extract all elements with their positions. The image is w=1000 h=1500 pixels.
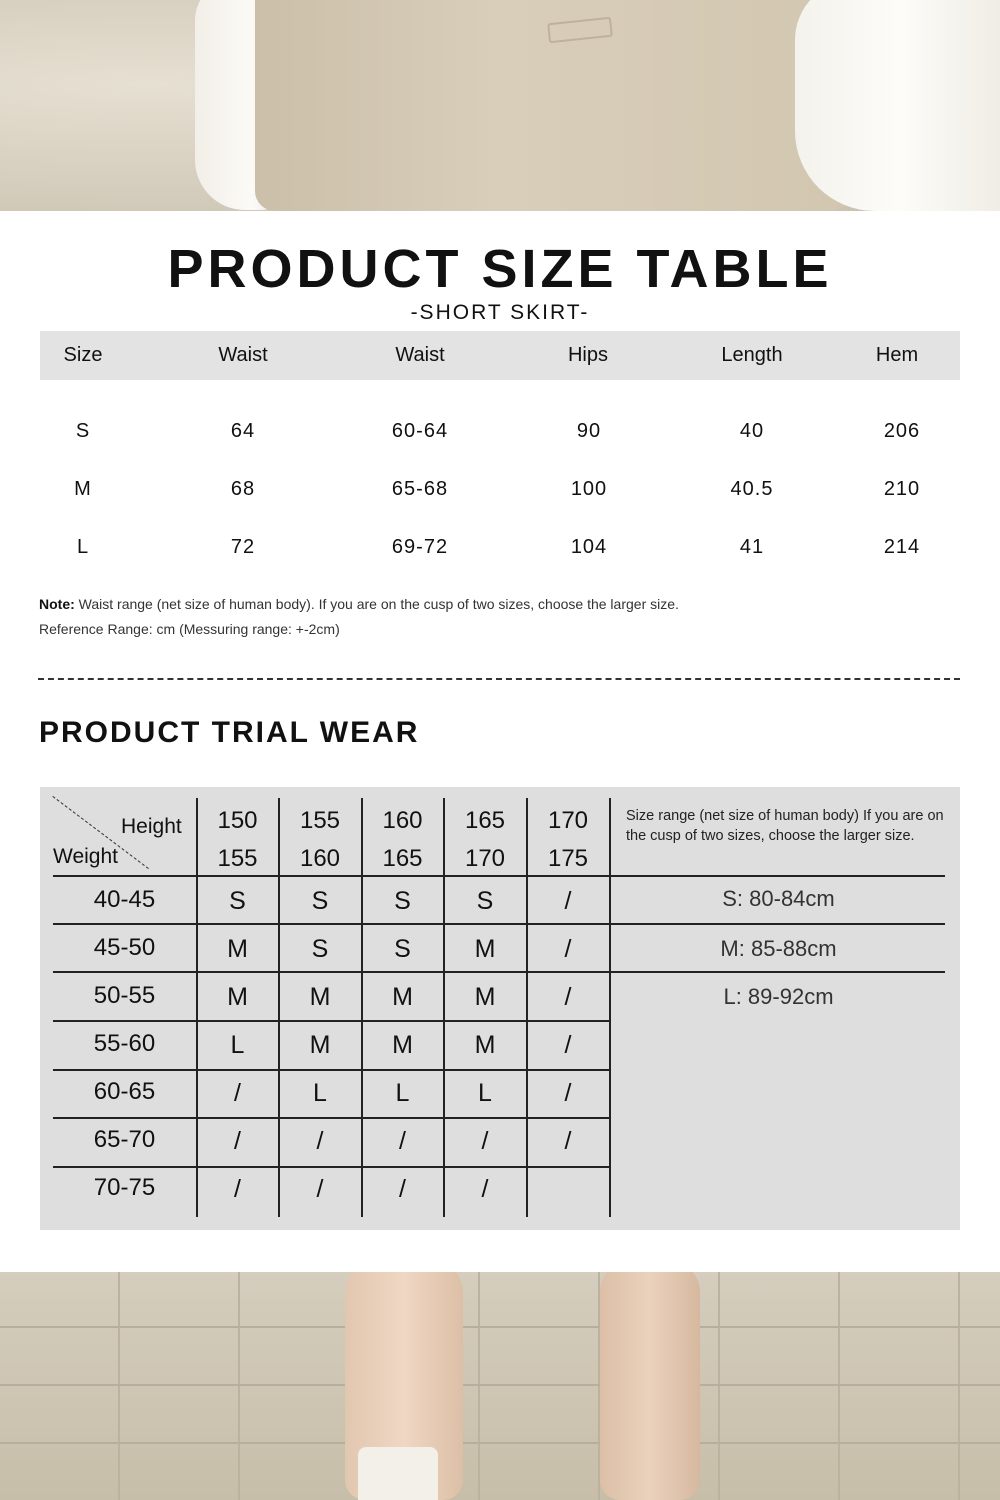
cell-waist: 72 (230, 536, 256, 558)
size-cell: / (234, 1079, 241, 1107)
corner-height-label: Height (121, 815, 182, 838)
size-cell: / (564, 1079, 572, 1107)
size-table-header (40, 331, 960, 380)
header-hips: Hips (567, 344, 609, 366)
header-waist: Waist (218, 344, 268, 366)
cell-hips: 100 (570, 478, 608, 500)
bottom-product-photo (0, 1272, 1000, 1500)
range-m: M: 85-88cm (720, 936, 837, 961)
size-cell: S (311, 887, 329, 915)
size-cell: L (395, 1079, 410, 1107)
size-cell: / (399, 1175, 406, 1203)
size-table-subtitle: -SHORT SKIRT- (410, 301, 590, 324)
weight-row-label: 70-75 (93, 1174, 156, 1201)
size-cell: L (478, 1079, 492, 1107)
section-divider (38, 678, 960, 680)
range-l: L: 89-92cm (723, 984, 834, 1009)
header-hem: Hem (875, 344, 919, 366)
size-cell: L (313, 1079, 327, 1107)
cell-hem: 210 (883, 478, 921, 500)
size-cell: M (392, 1031, 413, 1059)
height-col-header: 150 155 (217, 807, 258, 872)
size-cell: M (227, 935, 248, 963)
size-cell: S (476, 887, 494, 915)
cell-waist: 68 (230, 478, 256, 500)
size-cell: M (309, 983, 331, 1011)
size-cell: M (392, 983, 413, 1011)
reference-range: Reference Range: cm (Messuring range: +-2cm) (39, 621, 340, 637)
size-cell: M (474, 1031, 496, 1059)
table-row (40, 469, 960, 509)
size-cell: / (234, 1175, 241, 1203)
size-cell: / (316, 1127, 324, 1155)
cell-length: 40.5 (730, 478, 774, 500)
size-cell: M (309, 1031, 331, 1059)
header-size: Size (63, 344, 103, 366)
weight-row-label: 45-50 (93, 934, 156, 961)
cell-waist-range: 60-64 (391, 420, 449, 442)
size-range-note: Size range (net size of human body) If you are on the cusp of two sizes, choose the larger size. (626, 808, 944, 844)
height-col-header: 155 160 (299, 807, 341, 872)
header-length: Length (721, 344, 783, 366)
size-cell: S (311, 935, 329, 963)
size-cell: M (227, 983, 248, 1011)
size-cell: L (230, 1031, 245, 1059)
size-cell: / (564, 983, 572, 1011)
size-cell: S (394, 935, 411, 963)
weight-row-label: 65-70 (93, 1126, 156, 1153)
cell-size: M (74, 478, 92, 500)
note-text: Waist range (net size of human body). If you are on the cusp of two sizes, choose the larger size. (74, 596, 679, 612)
size-cell: / (399, 1127, 406, 1155)
table-row (40, 411, 960, 451)
cell-size: L (76, 536, 90, 558)
size-cell: / (564, 935, 572, 963)
size-cell: / (234, 1127, 241, 1155)
size-cell: / (564, 887, 572, 915)
weight-row-label: 60-65 (93, 1078, 156, 1105)
size-note (39, 596, 679, 612)
corner-weight-label: Weight (53, 845, 118, 868)
size-cell: / (481, 1175, 489, 1203)
cell-hips: 104 (570, 536, 608, 558)
cell-length: 41 (739, 536, 765, 558)
cell-hem: 214 (883, 536, 921, 558)
top-product-photo (0, 0, 1000, 211)
height-col-header: 165 170 (464, 807, 506, 872)
cell-hem: 206 (883, 420, 921, 442)
size-table-title: PRODUCT SIZE TABLE (167, 239, 833, 299)
cell-length: 40 (739, 420, 765, 442)
size-cell: / (564, 1031, 572, 1059)
size-cell: / (564, 1127, 572, 1155)
cell-waist: 64 (230, 420, 256, 442)
size-cell: S (394, 887, 411, 915)
size-cell: S (229, 887, 246, 915)
weight-row-label: 50-55 (93, 982, 156, 1009)
header-waist-range: Waist (395, 344, 445, 366)
weight-row-label: 40-45 (93, 886, 156, 913)
cell-size: S (75, 420, 91, 442)
cell-waist-range: 69-72 (391, 536, 449, 558)
size-cell: / (481, 1127, 489, 1155)
size-cell: / (316, 1175, 324, 1203)
trial-wear-title: PRODUCT TRIAL WEAR (39, 716, 420, 749)
note-label: Note: (39, 596, 75, 612)
range-s: S: 80-84cm (722, 886, 835, 911)
size-cell: M (474, 935, 496, 963)
cell-hips: 90 (576, 420, 602, 442)
table-row (40, 527, 960, 567)
cell-waist-range: 65-68 (391, 478, 449, 500)
height-col-header: 170 175 (547, 807, 589, 872)
height-col-header: 160 165 (382, 807, 423, 872)
size-cell: M (474, 983, 496, 1011)
weight-row-label: 55-60 (93, 1030, 156, 1057)
